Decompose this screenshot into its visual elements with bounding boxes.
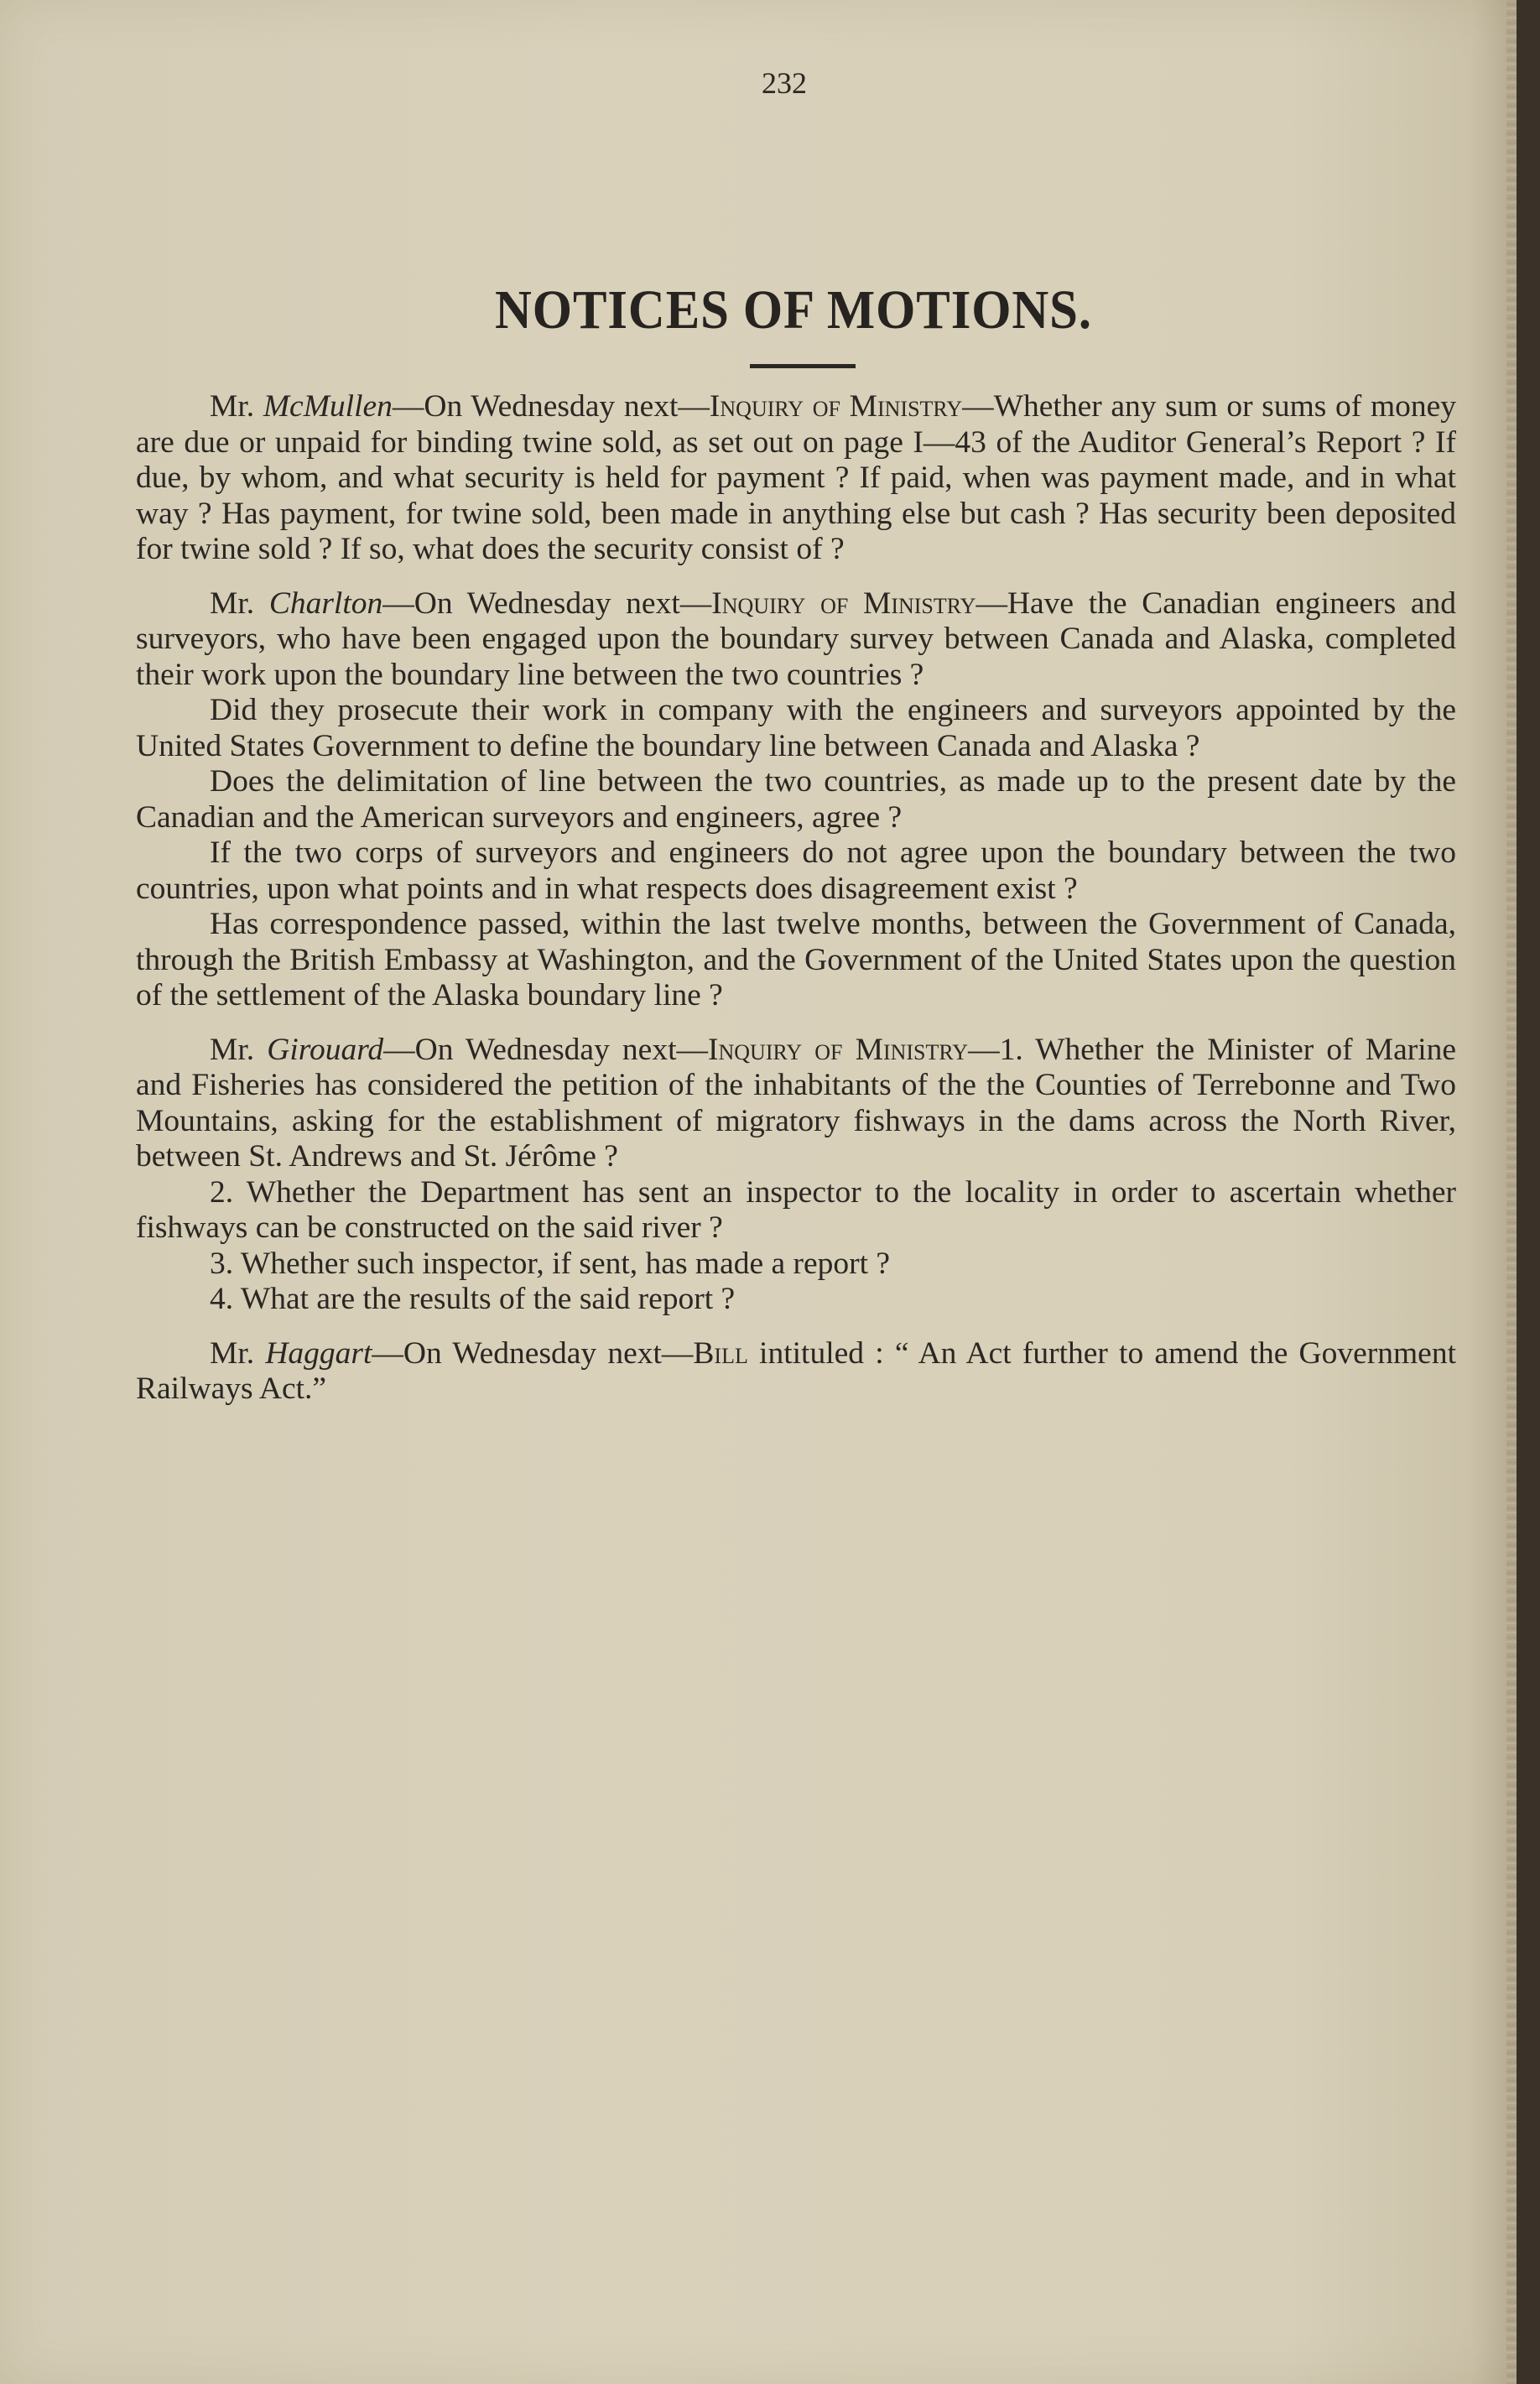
notice-kind: Inquiry of Ministry: [711, 586, 976, 621]
notice-paragraph: 3. Whether such inspector, if sent, has made a report ?: [210, 1246, 891, 1281]
member-name: McMullen: [263, 389, 393, 424]
notice-haggart: [136, 1336, 1456, 1408]
notice-paragraph: [136, 389, 1456, 568]
notice-when: —On Wednesday next—: [392, 389, 710, 424]
notice-text: —Whether any sum or sums of money are due or unpaid for binding twine sold, as set out on page I—43 of the Auditor General’s Report ? If due, by whom, and what security is held for payment ? If paid, when was payment made, and in what way ? Has payment, for twine sold, been made in anything else but cash ? Has security been deposited for twine sold ? If so, what does the security consist of ?: [136, 389, 1457, 566]
notice-paragraph: 2. Whether the Department has sent an inspector to the locality in order to ascertain whether fishways can be constructed on the said river ?: [136, 1174, 1456, 1245]
member-name: Girouard: [267, 1032, 384, 1067]
notice-when: —On Wednesday next—: [372, 1335, 694, 1371]
notice-paragraph: Does the delimitation of line between the two countries, as made up to the present date by the Canadian and the American surveyors and engineers, agree ?: [136, 764, 1456, 835]
page-edge: [1506, 0, 1517, 2384]
notice-paragraph: Did they prosecute their work in company with the engineers and surveyors appointed by the United States Government to define the boundary line between Canada and Alaska ?: [136, 693, 1456, 763]
notice-kind: Inquiry of Ministry: [709, 389, 963, 424]
notice-prefix: Mr.: [210, 586, 269, 621]
member-name: Charlton: [268, 586, 383, 621]
notice-prefix: Mr.: [210, 1032, 268, 1067]
notice-paragraph: 4. What are the results of the said report ?: [210, 1282, 736, 1316]
notice-kind: Bill: [693, 1335, 748, 1371]
notice-paragraph: If the two corps of surveyors and engineers do not agree upon the boundary between the two countries, upon what points and in what respects does disagreement exist ?: [136, 835, 1456, 906]
member-name: Haggart: [265, 1335, 372, 1371]
notice-prefix: Mr.: [210, 1335, 266, 1371]
notice-text: —1. Whether the Minister of Marine and Fisheries has considered the petition of the inhabitants of the the Counties of Terrebonne and Two Mountains, asking for the establishment of migratory fishways in the dams across the North River, between St. Andrews and St. Jérôme ?: [136, 1032, 1457, 1174]
notice-paragraph: [136, 1033, 1456, 1175]
notice-text: —Have the Canadian engineers and surveyors, who have been engaged upon the boundary survey between Canada and Alaska, completed their work upon the boundary line between the two countries ?: [136, 586, 1457, 692]
notice-paragraph: [136, 586, 1456, 694]
notice-charlton: [136, 586, 1456, 1014]
notice-text: intituled : “ An Act further to amend the Government Railways Act.”: [136, 1335, 1456, 1406]
notices-body: [136, 389, 1456, 1426]
notice-mcmullen: [136, 389, 1456, 568]
notice-when: —On Wednesday next—: [382, 586, 712, 621]
notice-paragraph: Has correspondence passed, within the last twelve months, between the Government of Canada, through the British Embassy at Washington, and the Government of the United States upon the question of the settlement of the Alaska boundary line ?: [136, 907, 1456, 1012]
notice-girouard: [136, 1033, 1456, 1318]
page-title: NOTICES OF MOTIONS.: [495, 279, 1092, 341]
page-number: 232: [762, 66, 807, 100]
title-rule: [750, 364, 856, 368]
notice-paragraph: [136, 1336, 1456, 1408]
notice-prefix: Mr.: [210, 389, 263, 424]
notice-when: —On Wednesday next—: [383, 1032, 708, 1067]
notice-kind: Inquiry of Ministry: [708, 1032, 969, 1067]
